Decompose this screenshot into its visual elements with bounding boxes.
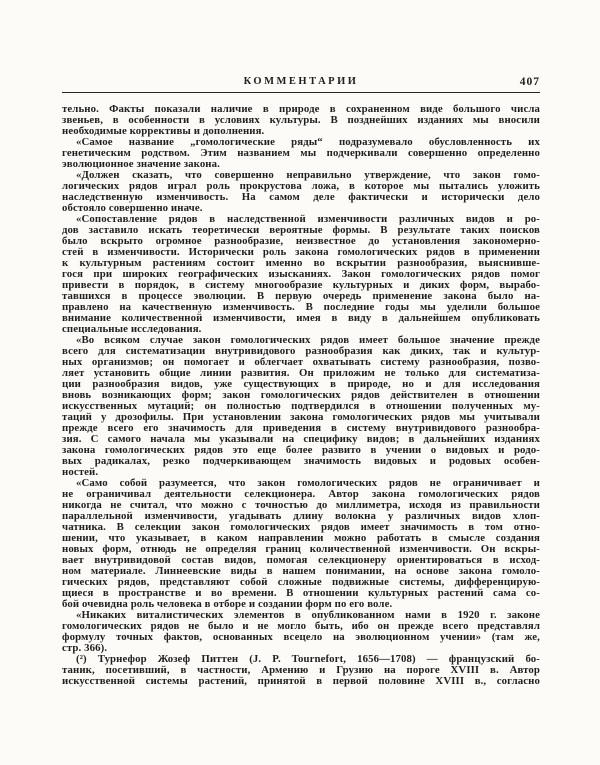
text-line: «Само собой разумеется, что закон гомологических рядов не ограничивает и — [76, 477, 540, 489]
text-line: ции разнообразия видов, уже существующих в природе, но и для исследования — [62, 378, 540, 390]
page-title: КОММЕНТАРИИ — [243, 76, 359, 87]
header — [62, 76, 540, 89]
text-line: ностей. — [62, 466, 99, 478]
text-block — [62, 76, 540, 687]
text-line: ных организмов; он помогает и облегчает охватывать систему разнообразия, позво- — [62, 356, 540, 368]
text-line: гических рядов, представляют собой сложные подвижные системы, дифференцирую- — [62, 576, 540, 588]
text-line: обстояло совершенно иначе. — [62, 202, 203, 214]
text-line: бой очевидна роль человека в отборе и создании форм по его воле. — [62, 598, 393, 610]
text-line: прежде всего его значимость для приведения в систему внутривидового разнообра- — [62, 422, 540, 434]
text-line: «Сопоставление рядов в наследственной изменчивости различных видов и ро- — [76, 213, 540, 225]
text-line: зия. С самого начала мы указывали на специфику видов; в дальнейших изданиях — [62, 433, 540, 445]
text-line: чатника. В селекции закон гомологических рядов имеет значимость в том отно- — [62, 521, 540, 533]
text-line: специальные исследования. — [62, 323, 202, 335]
text-line: ляет установить общие линии развития. Он приложим не только для систематиза- — [62, 367, 540, 379]
text-line: звеньев, в особенности в условиях культуры. В позднейших изданиях мы вносили — [62, 114, 540, 126]
text-line: дов заставило искать теоретически вероятные формы. В результате таких поисков — [62, 224, 540, 236]
text-line: искусственных мутаций; он полностью подтвердился в отношении полученных му- — [62, 400, 540, 412]
text-line: «Никаких виталистических элементов в опубликованном нами в 1920 г. законе — [76, 609, 540, 621]
text-line: к культурным растениям состоит именно во вскрытии разнообразия, выяснивше- — [62, 257, 540, 269]
text-line: параллельной изменчивости, угадывать длину волокна у различных видов хлоп- — [62, 510, 540, 522]
text-line: тельно. Факты показали наличие в природе в сохраненном виде большого числа — [62, 103, 540, 115]
text-line: таций у дрозофилы. При установлении закона гомологических рядов мы учитывали — [62, 411, 540, 423]
text-line: никогда не считал, что можно с точностью до миллиметра, исходя из правильности — [62, 499, 540, 511]
text-line: стр. 366). — [62, 642, 108, 654]
text-line: гося при широких географических изысканиях. Закон гомологических рядов помог — [62, 268, 540, 280]
text-line: всего для систематизации внутривидового разнообразия как диких, так и культур- — [62, 345, 540, 357]
body-text — [62, 104, 540, 687]
text-line: таник, посетивший, в частности, Армению и Грузию на пороге XVIII в. Автор — [62, 664, 540, 676]
page-number: 407 — [519, 76, 540, 88]
text-line: (²) Турнефор Жозеф Питтен (J. P. Tournefort, 1656—1708) — французский бо- — [76, 653, 540, 665]
text-line: вает внутривидовой состав видов, помогая селекционеру ориентироваться в исход- — [62, 554, 540, 566]
text-line: эволюционное значение закона. — [62, 158, 220, 170]
text-line: закона гомологических рядов это еще более развито в учении о видовых и родо- — [62, 444, 540, 456]
text-line: тавшихся в процессе эволюции. В первую очередь применение закона было на- — [62, 290, 540, 302]
text-line: правлено на качественную изменчивость. В последние годы мы уделили большое — [62, 301, 540, 313]
text-line: внимание количественной изменчивости, имея в виду в дальнейшем опубликовать — [62, 312, 540, 324]
text-line: логических рядов играл роль прокрустова ложа, в которое мы пытались уложить — [62, 180, 540, 192]
text-line: шении, что указывает, в каком направлении можно работать в смысле создания — [62, 532, 540, 544]
text-line: искусственной системы растений, принятой в первой половине XVIII в., согласно — [62, 675, 540, 687]
text-line: формулу точных фактов, основанных всецело на эволюционном учении» (там же, — [62, 631, 540, 643]
text-line: наследственную изменчивость. На самом деле фактически и исторически дело — [62, 191, 540, 203]
text-line: привести в порядок, в систему многообразие культурных и диких форм, вырабо- — [62, 279, 540, 291]
text-line: «Должен сказать, что совершенно неправильно утверждение, что закон гомо- — [76, 169, 540, 181]
text-line: генетическим родством. Этим названием мы подчеркивали совершенно определенно — [62, 147, 540, 159]
header-rule — [62, 92, 540, 93]
text-line: вых радикалах, резко подчеркивающем значимость видовых и родовых особен- — [62, 455, 540, 467]
text-line: стей в изменчивости. Исторически роль закона гомологических рядов в применении — [62, 246, 540, 258]
text-line: гомологических рядов не было и не могло быть, ибо он прежде всего представлял — [62, 620, 540, 632]
text-line: щиеся в пространстве и во времени. В отношении культурных растений сама со- — [62, 587, 540, 599]
text-line: «Во всяком случае закон гомологических рядов имеет большое значение прежде — [76, 334, 540, 346]
text-line: было вскрыто огромное разнообразие, неизвестное до установления закономерно- — [62, 235, 540, 247]
text-line: не ограничивал деятельности селекционера. Автор закона гомологических рядов — [62, 488, 540, 500]
text-line: необходимые коррективы и дополнения. — [62, 125, 265, 137]
text-line: вновь возникающих форм; закон гомологических рядов действителен в отношении — [62, 389, 540, 401]
text-line: ном материале. Линнеевские виды в нашем понимании, на основе закона гомоло- — [62, 565, 540, 577]
text-line: «Самое название „гомологические ряды“ подразумевало обусловленность их — [76, 136, 540, 148]
text-line: новых форм, отнюдь не определяя границ количественной изменчивости. Он вскры- — [62, 543, 540, 555]
